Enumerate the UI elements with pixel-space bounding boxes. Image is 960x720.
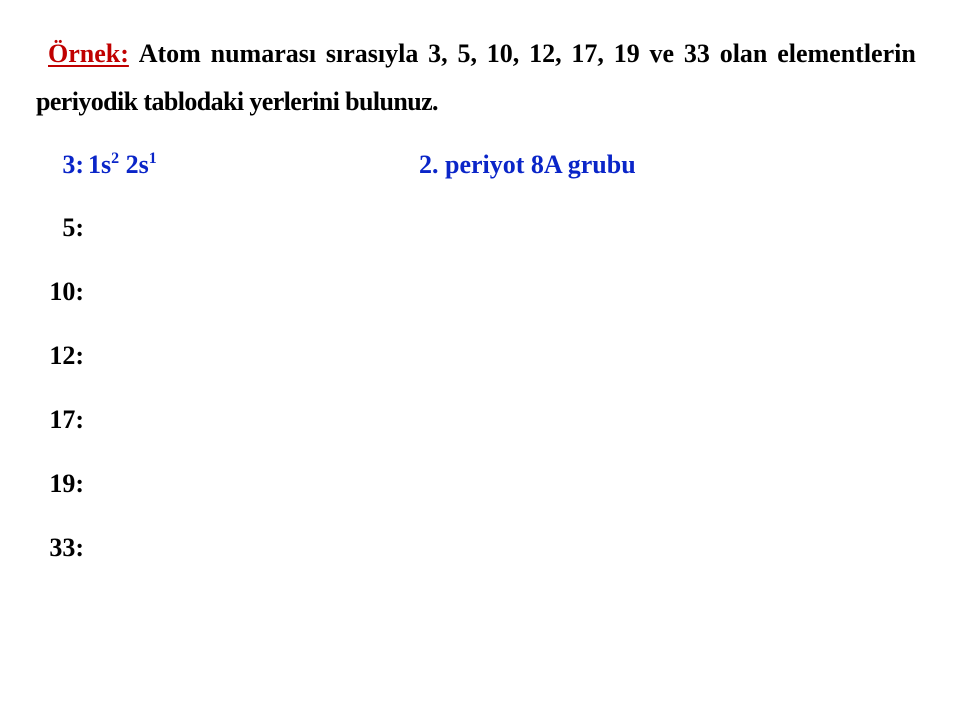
element-row xyxy=(0,341,960,381)
problem-word: 10, xyxy=(486,39,520,68)
problem-word: elementlerin xyxy=(777,39,916,68)
problem-word: sırasıyla xyxy=(325,39,419,68)
problem-word: 17, xyxy=(571,39,604,68)
atomic-number: 3: xyxy=(62,150,84,179)
atomic-number: 12: xyxy=(49,341,84,370)
element-row xyxy=(0,469,960,509)
problem-statement xyxy=(36,30,916,126)
problem-line-2: periyodik tablodaki yerlerini bulunuz. xyxy=(36,87,438,116)
element-row xyxy=(0,213,960,253)
element-row xyxy=(0,405,960,445)
element-row xyxy=(0,533,960,573)
electron-configuration xyxy=(88,150,157,180)
problem-word: ve xyxy=(649,39,675,68)
config-orbital: 1s xyxy=(88,150,112,179)
problem-word: 5, xyxy=(457,39,477,68)
period-group-answer: 2. periyot 8A grubu xyxy=(419,150,636,179)
problem-word: 33 xyxy=(683,39,710,68)
problem-word: olan xyxy=(719,39,768,68)
problem-word: numarası xyxy=(210,39,317,68)
config-superscript: 1 xyxy=(148,150,157,167)
config-orbital: 2s xyxy=(119,150,149,179)
problem-word: 19 xyxy=(613,39,640,68)
atomic-number: 5: xyxy=(62,213,84,242)
element-row xyxy=(0,277,960,317)
problem-word: Atom xyxy=(138,39,201,68)
atomic-number: 17: xyxy=(49,405,84,434)
atomic-number: 33: xyxy=(49,533,84,562)
problem-word: 12, xyxy=(529,39,562,68)
element-row xyxy=(0,150,960,190)
problem-word: 3, xyxy=(428,39,448,68)
example-label: Örnek: xyxy=(48,39,129,68)
problem-line-1 xyxy=(36,30,916,78)
atomic-number: 19: xyxy=(49,469,84,498)
config-superscript: 2 xyxy=(111,150,120,167)
atomic-number: 10: xyxy=(49,277,84,306)
